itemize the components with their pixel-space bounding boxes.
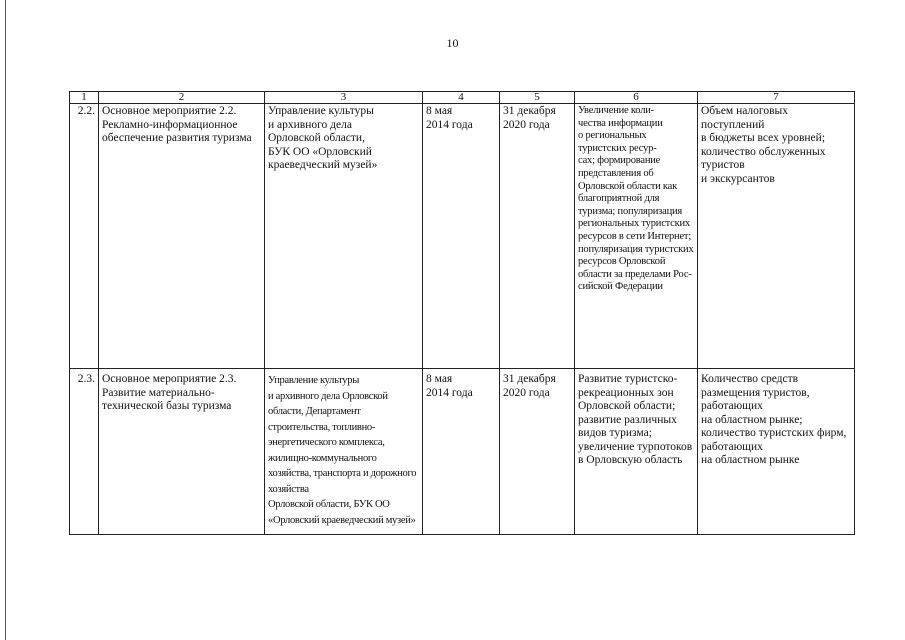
header-cell: 1 [70,92,99,104]
header-cell: 6 [575,92,698,104]
header-cell: 3 [265,92,423,104]
executor-cell: Управление культуры и архивного дела Орловской области, Департамент строительства, топливно-энергетического комплекса, жилищно-коммунального хозяйства, транспорта и дорожного хозяйства Орловской области, БУК ОО «Орловский краеведческий музей» [265,369,423,535]
event-cell: Основное мероприятие 2.3. Развитие материально-технической базы туризма [99,369,265,535]
header-cell: 5 [500,92,575,104]
end-date-cell: 31 декабря 2020 года [500,369,575,535]
start-date-cell: 8 мая 2014 года [423,104,500,369]
table-header-row [70,92,855,104]
indicator-cell: Объем налоговых поступлений в бюджеты всех уровней; количество обслуженных туристов и экскурсантов [698,104,855,369]
header-cell: 2 [99,92,265,104]
row-number: 2.2. [70,104,99,369]
program-table [69,91,855,535]
indicator-cell: Количество средств размещения туристов, работающих на областном рынке; количество туристских фирм, работающих на областном рынке [698,369,855,535]
table-row [70,369,855,535]
result-cell: Увеличение коли- чества информации о региональных туристских ресур- сах; формирование представления об Орловской области как благоприятной для туризма; популяризация региональных туристских ресурсов в сети Интернет; популяризация туристских ресурсов Орловской области за пределами Рос- сийской Федерации [575,104,698,369]
page-edge-line [5,0,6,640]
end-date-cell: 31 декабря 2020 года [500,104,575,369]
event-cell: Основное мероприятие 2.2. Рекламно-информационное обеспечение развития туризма [99,104,265,369]
header-cell: 7 [698,92,855,104]
page-number: 10 [446,36,459,50]
header-cell: 4 [423,92,500,104]
row-number: 2.3. [70,369,99,535]
table-row [70,104,855,369]
executor-cell: Управление культуры и архивного дела Орловской области, БУК ОО «Орловский краеведческий музей» [265,104,423,369]
result-cell: Развитие туристско-рекреационных зон Орловской области; развитие различных видов туризма; увеличение турпотоков в Орловскую область [575,369,698,535]
start-date-cell: 8 мая 2014 года [423,369,500,535]
